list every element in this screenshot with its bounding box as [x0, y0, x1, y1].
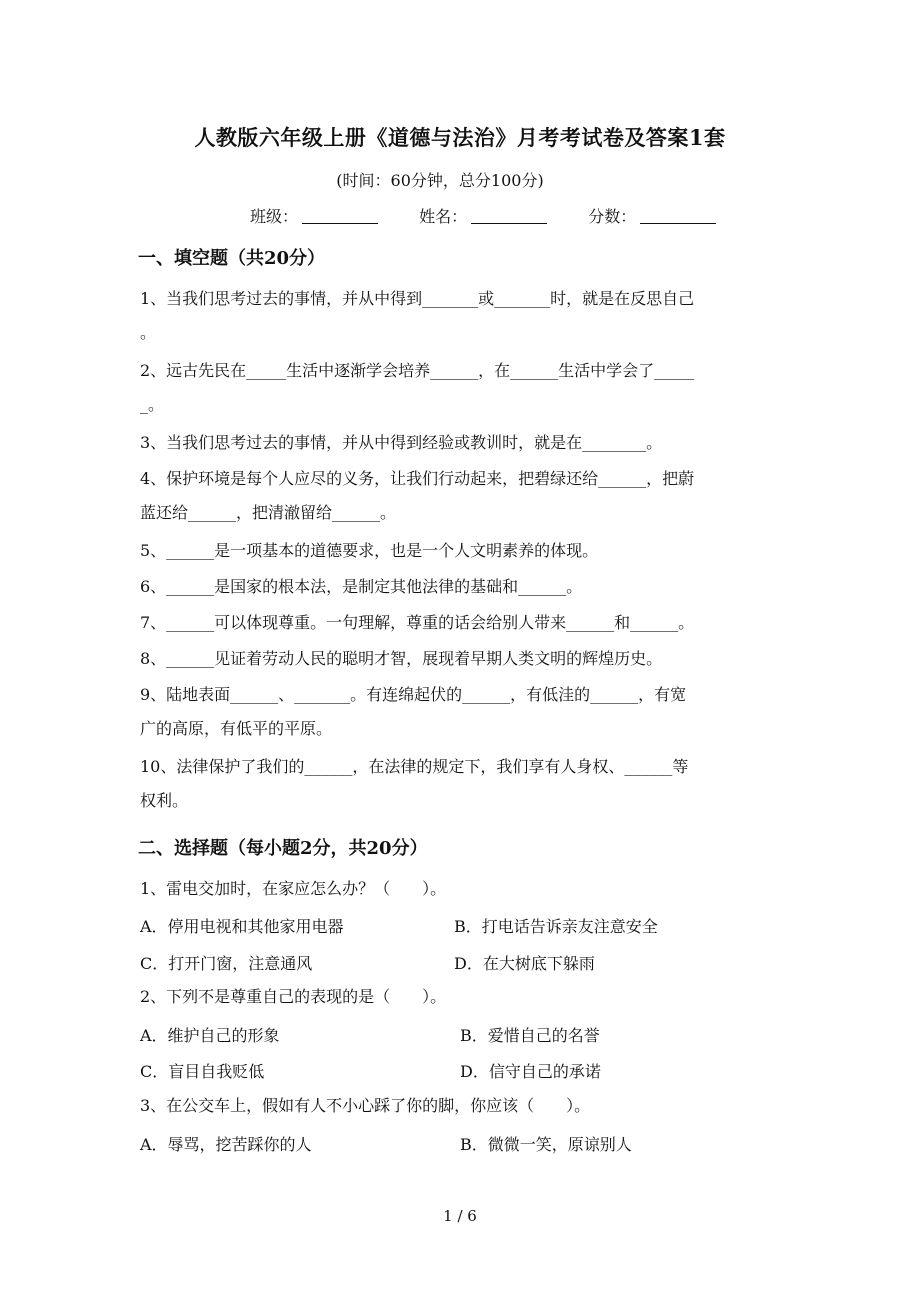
question-line: 4、保护环境是每个人应尽的义务，让我们行动起来，把碧绿还给______，把蔚: [140, 469, 695, 488]
name-label: 姓名：: [419, 207, 468, 226]
question-line: 3、当我们思考过去的事情，并从中得到经验或教训时，就是在________。: [140, 433, 663, 452]
question-line: 10、法律保护了我们的______，在法律的规定下，我们享有人身权、______等: [140, 757, 689, 776]
question-line: 。: [140, 323, 157, 342]
fill-question-7: [140, 606, 780, 640]
question-line: 广的高原，有低平的平原。: [140, 719, 333, 738]
score-label: 分数：: [588, 207, 637, 226]
class-label: 班级：: [250, 207, 299, 226]
question-line: 9、陆地表面______、_______。有连绵起伏的______，有低洼的______，有宽: [140, 685, 687, 704]
student-info-row: [250, 204, 752, 227]
option-b: B．微微一笑，原谅别人: [460, 1135, 632, 1154]
fill-question-2: [140, 354, 780, 422]
option-c: C．打开门窗，注意通风: [140, 954, 313, 973]
score-blank: [640, 209, 716, 224]
exam-title: 人教版六年级上册《道德与法治》月考考试卷及答案1套: [194, 125, 726, 150]
class-field: [250, 204, 378, 227]
fill-question-4: [140, 462, 780, 530]
fill-question-9: [140, 678, 780, 746]
option-b: B．爱惜自己的名誉: [460, 1026, 600, 1045]
option-a: A．停用电视和其他家用电器: [140, 917, 344, 936]
option-d: D．在大树底下躲雨: [454, 954, 595, 973]
section1-title: 一、填空题（共20分）: [138, 248, 326, 269]
fill-question-8: [140, 642, 780, 676]
fill-question-6: [140, 570, 780, 604]
question-line: 8、______见证着劳动人民的聪明才智，展现着早期人类文明的辉煌历史。: [140, 649, 663, 668]
option-a: A．辱骂，挖苦踩你的人: [140, 1135, 312, 1154]
question-line: 6、______是国家的根本法，是制定其他法律的基础和______。: [140, 577, 583, 596]
exam-time-info: (时间：60分钟，总分100分): [336, 171, 544, 190]
score-field: [588, 204, 716, 227]
question-line: 权利。: [140, 791, 189, 810]
choice-question-2-stem: 2、下列不是尊重自己的表现的是（ ）。: [140, 987, 447, 1006]
question-line: 7、______可以体现尊重。一句理解，尊重的话会给别人带来______和______。: [140, 613, 695, 632]
choice-question-1-stem: 1、雷电交加时，在家应怎么办？（ ）。: [140, 879, 447, 898]
question-line: 5、______是一项基本的道德要求，也是一个人文明素养的体现。: [140, 541, 599, 560]
name-field: [419, 204, 547, 227]
question-line: _。: [140, 395, 165, 414]
option-d: D．信守自己的承诺: [460, 1062, 601, 1081]
fill-question-3: [140, 426, 780, 460]
option-a: A．维护自己的形象: [140, 1026, 280, 1045]
choice-question-3-stem: 3、在公交车上，假如有人不小心踩了你的脚，你应该（ ）。: [140, 1096, 591, 1115]
page-number: 1 / 6: [443, 1207, 477, 1225]
name-blank: [471, 209, 547, 224]
fill-question-1: [140, 282, 780, 350]
question-line: 蓝还给______，把清澈留给______。: [140, 503, 397, 522]
option-b: B．打电话告诉亲友注意安全: [454, 917, 658, 936]
section2-title: 二、选择题（每小题2分，共20分）: [138, 838, 428, 859]
question-line: 1、当我们思考过去的事情，并从中得到_______或_______时，就是在反思自己: [140, 289, 695, 308]
fill-question-5: [140, 534, 780, 568]
fill-question-10: [140, 750, 780, 818]
question-line: 2、远古先民在_____生活中逐渐学会培养______，在______生活中学会了_____: [140, 361, 695, 380]
option-c: C．盲目自我贬低: [140, 1062, 265, 1081]
class-blank: [302, 209, 378, 224]
